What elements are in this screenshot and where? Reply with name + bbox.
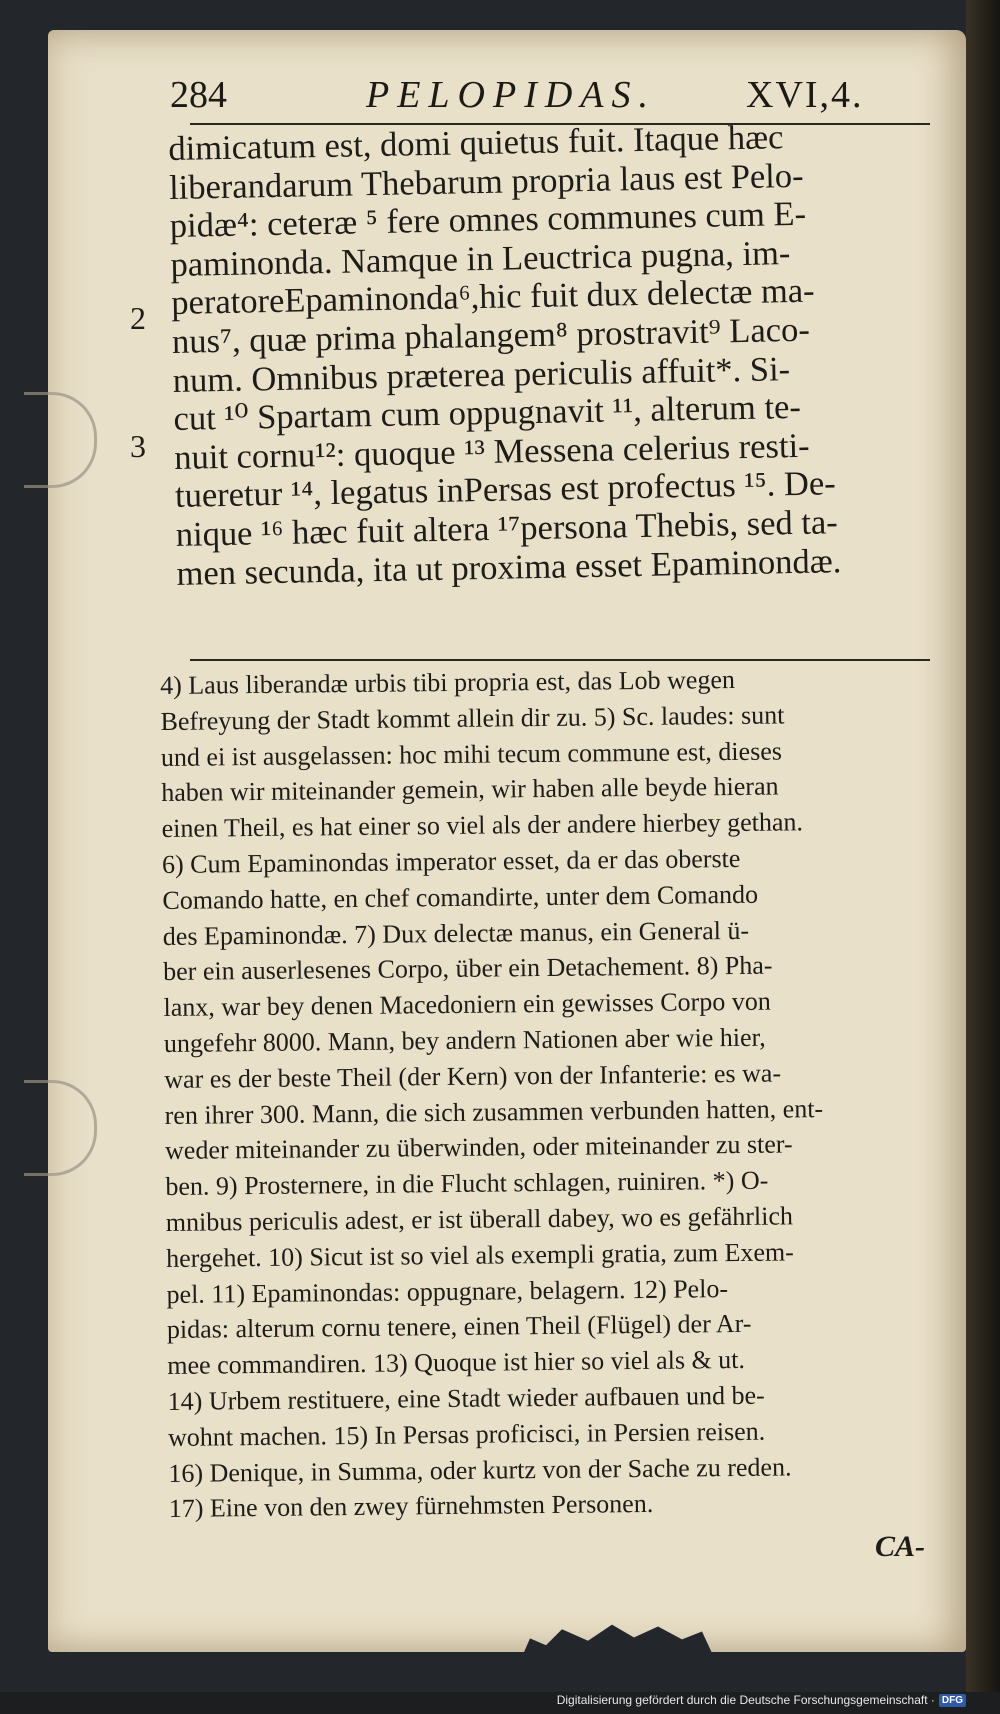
text-line: liberandarum Thebarum propria laus est Pelo- <box>168 156 804 207</box>
footnote-line: Comando hatte, en chef comandirte, unter dem Comando <box>162 879 759 915</box>
section-reference: XVI,4. <box>746 74 864 116</box>
torn-page-edge <box>518 1620 718 1666</box>
digitization-credit <box>557 1693 966 1707</box>
catchword: CA- <box>875 1530 926 1563</box>
running-title: PELOPIDAS. <box>366 74 657 116</box>
footnote-line: und ei ist ausgelassen: hoc mihi tecum commune est, dieses <box>160 736 783 772</box>
text-line: cut ¹⁰ Spartam cum oppugnavit ¹¹, alterum te- <box>173 388 802 439</box>
footnote-line: mee commandiren. 13) Quoque ist hier so viel als & ut. <box>167 1345 746 1381</box>
footnote-line: ber ein auserlesenes Corpo, über ein Detachement. 8) Pha- <box>163 950 773 987</box>
footnote-line: 17) Eine von den zwey fürnehmsten Personen. <box>168 1489 654 1524</box>
text-line: num. Omnibus præterea periculis affuit*. Si- <box>172 349 791 400</box>
footnote-line: war es der beste Theil (der Kern) von der Infanterie: es wa- <box>164 1058 782 1094</box>
margin-number: 3 <box>130 428 146 464</box>
footnote-line: haben wir miteinander gemein, wir haben alle beyde hieran <box>161 771 779 808</box>
footnote-line: lanx, war bey denen Macedoniern ein gewisses Corpo von <box>163 986 771 1023</box>
text-line: men secunda, ita ut proxima esset Epaminondæ. <box>176 541 842 593</box>
footnote-line: 6) Cum Epaminondas imperator esset, da er das oberste <box>161 843 741 879</box>
page-header <box>170 72 930 118</box>
text-line: peratoreEpaminonda⁶,hic fuit dux delectæ ma- <box>170 271 815 323</box>
footnote-line: weder miteinander zu überwinden, oder miteinander zu ster- <box>164 1129 793 1166</box>
footnote-line: 16) Denique, in Summa, oder kurtz von der Sache zu reden. <box>168 1451 792 1488</box>
text-line: paminonda. Namque in Leuctrica pugna, im- <box>170 233 791 284</box>
footnote-line: hergehet. 10) Sicut ist so viel als exempli gratia, zum Exem- <box>166 1237 795 1273</box>
text-line: nus⁷, quæ prima phalangem⁸ prostravit⁹ Laco- <box>171 310 811 361</box>
page-number: 284 <box>170 74 227 116</box>
footnote-line: ben. 9) Prosternere, in die Flucht schlagen, ruiniren. *) O- <box>165 1165 769 1202</box>
footnote-line: pel. 11) Epaminondas: oppugnare, belagern. 12) Pelo- <box>166 1273 729 1309</box>
footnote-line: 14) Urbem restituere, eine Stadt wieder aufbauen und be- <box>167 1380 765 1416</box>
footnote-line: ungefehr 8000. Mann, bey andern Nationen aber wie hier, <box>163 1022 766 1058</box>
main-text-block <box>168 115 947 593</box>
footnote-line: 4) Laus liberandæ urbis tibi propria est, das Lob wegen <box>160 664 736 700</box>
text-line: nuit cornu¹²: quoque ¹³ Messena celerius resti- <box>173 426 810 477</box>
footnotes-block <box>160 660 949 1527</box>
margin-number: 2 <box>130 300 146 336</box>
text-line: dimicatum est, domi quietus fuit. Itaque hæc <box>168 118 784 168</box>
footnote-line: Befreyung der Stadt kommt allein dir zu. 5) Sc. laudes: sunt <box>160 700 785 736</box>
footnote-line: wohnt machen. 15) In Persas proficisci, in Persien reisen. <box>167 1416 766 1452</box>
credit-text: Digitalisierung gefördert durch die Deutsche Forschungsgemeinschaft · <box>556 1693 935 1707</box>
footnote-line: ren ihrer 300. Mann, die sich zusammen verbunden hatten, ent- <box>164 1093 824 1130</box>
text-line: nique ¹⁶ hæc fuit altera ¹⁷persona Thebis, sed ta- <box>175 503 839 554</box>
text-line: pidæ⁴: ceteræ ⁵ fere omnes communes cum E- <box>169 194 807 246</box>
footnote-line: des Epaminondæ. 7) Dux delectæ manus, ein General ü- <box>162 915 750 951</box>
footnote-line: mnibus periculis adest, er ist überall dabey, wo es gefährlich <box>165 1201 794 1237</box>
dfg-logo: DFG <box>939 1694 966 1707</box>
text-line: tueretur ¹⁴, legatus inPersas est profectus ¹⁵. De- <box>174 464 837 516</box>
footnote-line: einen Theil, es hat einer so viel als der andere hierbey gethan. <box>161 807 804 844</box>
footnote-line: pidas: alterum cornu tenere, einen Theil (Flügel) der Ar- <box>166 1309 752 1345</box>
book-binding-edge <box>966 0 1000 1700</box>
